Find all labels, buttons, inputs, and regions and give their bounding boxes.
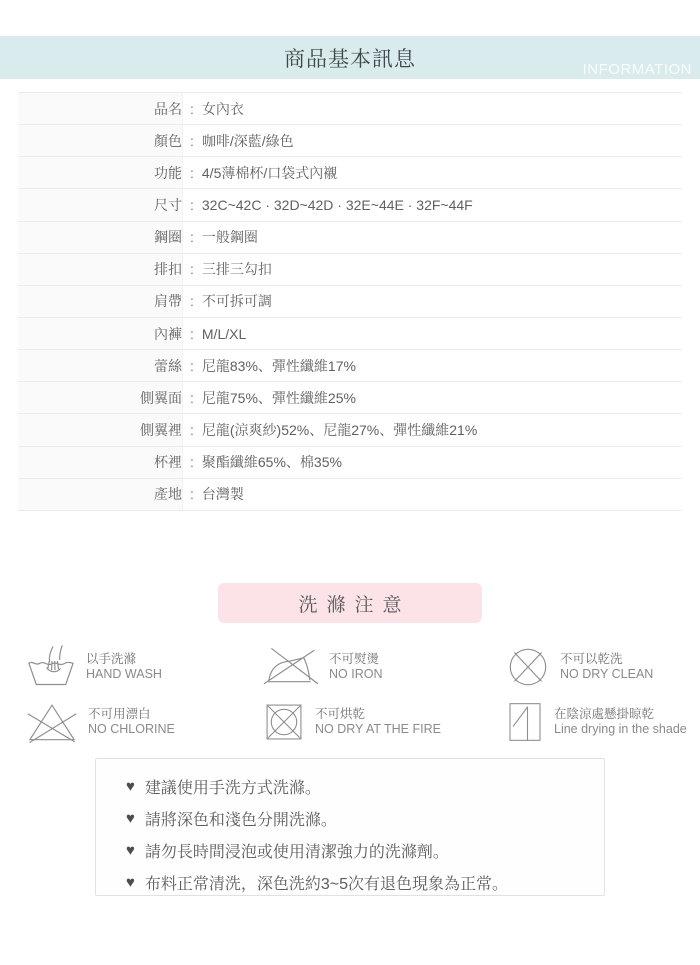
colon-separator: : — [190, 389, 194, 406]
spec-label: 蕾絲 — [18, 350, 183, 381]
note-text: 請勿長時間浸泡或使用清潔強力的洗滌劑。 — [144, 843, 449, 861]
spec-value — [183, 125, 682, 156]
spec-label: 顏色 — [18, 125, 183, 156]
care-item-text — [88, 706, 175, 737]
note-text: 建議使用手洗方式洗滌。 — [144, 779, 321, 797]
spec-value — [183, 157, 682, 188]
note-item — [126, 770, 594, 802]
heart-bullet-icon: ♥ — [126, 777, 135, 795]
care-label-en: HAND WASH — [86, 667, 162, 681]
spec-label: 功能 — [18, 157, 183, 188]
no-chlorine-icon — [25, 699, 79, 745]
spec-table — [18, 92, 682, 511]
colon-separator: : — [190, 357, 194, 374]
table-row — [18, 125, 682, 157]
spec-label: 品名 — [18, 93, 183, 124]
colon-separator: : — [190, 132, 194, 149]
spec-value-text: 女內衣 — [201, 100, 244, 117]
table-row — [18, 447, 682, 479]
care-item-line-dry-shade — [505, 698, 700, 745]
spec-label: 側翼裡 — [18, 414, 183, 445]
care-item-text — [86, 651, 162, 682]
spec-value-text: M/L/XL — [201, 325, 247, 342]
note-text: 請將深色和淺色分開洗滌。 — [144, 811, 337, 829]
heart-bullet-icon: ♥ — [126, 841, 135, 859]
spec-label: 內褲 — [18, 318, 183, 349]
table-row — [18, 382, 682, 414]
spec-value — [183, 382, 682, 413]
spec-value-text: 聚酯纖維65%、棉35% — [201, 454, 342, 471]
colon-separator: : — [190, 164, 194, 181]
spec-value-text: 32C~42C · 32D~42D · 32E~44E · 32F~44F — [201, 196, 473, 213]
care-label-en: NO CHLORINE — [88, 722, 175, 736]
colon-separator: : — [190, 196, 194, 213]
care-item-text — [560, 651, 653, 682]
colon-separator: : — [190, 486, 194, 503]
note-text: 布料正常清洗，深色洗約3~5次有退色現象為正常。 — [144, 875, 509, 893]
note-item — [126, 834, 594, 866]
spec-value-text: 一般鋼圈 — [201, 229, 258, 246]
note-item — [126, 866, 594, 898]
care-label-zh: 不可用漂白 — [88, 707, 151, 721]
no-tumble-dry-icon — [262, 699, 306, 745]
hand-wash-icon — [25, 644, 77, 690]
spec-value-text: 尼龍83%、彈性纖維17% — [201, 357, 356, 374]
spec-value — [183, 447, 682, 478]
spec-label: 杯裡 — [18, 447, 183, 478]
care-item-hand-wash — [25, 643, 262, 690]
spec-value — [183, 479, 682, 510]
wash-section-title: 洗滌注意 — [218, 583, 482, 623]
care-label-en: NO IRON — [329, 667, 383, 681]
spec-value — [183, 318, 682, 349]
heart-bullet-icon: ♥ — [126, 873, 135, 891]
care-item-no-tumble-dry — [262, 698, 505, 745]
spec-label: 肩帶 — [18, 286, 183, 317]
spec-value — [183, 254, 682, 285]
table-row — [18, 222, 682, 254]
table-row — [18, 350, 682, 382]
spec-value — [183, 350, 682, 381]
spec-value — [183, 222, 682, 253]
spec-value-text: 台灣製 — [201, 486, 244, 503]
spec-value — [183, 414, 682, 445]
spec-label: 尺寸 — [18, 189, 183, 220]
table-row — [18, 254, 682, 286]
table-row — [18, 318, 682, 350]
spec-value — [183, 189, 682, 220]
no-dry-clean-icon — [505, 644, 551, 690]
colon-separator: : — [190, 261, 194, 278]
header-band — [0, 36, 700, 79]
colon-separator: : — [190, 421, 194, 438]
care-symbol-grid — [0, 643, 700, 745]
table-row — [18, 157, 682, 189]
spec-label: 產地 — [18, 479, 183, 510]
spec-label: 側翼面 — [18, 382, 183, 413]
colon-separator: : — [190, 325, 194, 342]
spec-label: 鋼圈 — [18, 222, 183, 253]
care-label-zh: 不可以乾洗 — [560, 652, 623, 666]
spec-value — [183, 286, 682, 317]
spec-value-text: 尼龍75%、彈性纖維25% — [201, 389, 356, 406]
spec-value-text: 咖啡/深藍/綠色 — [201, 132, 294, 149]
table-row — [18, 414, 682, 446]
table-row — [18, 189, 682, 221]
line-dry-shade-icon — [505, 699, 545, 745]
no-iron-icon — [262, 645, 320, 689]
care-label-zh: 在陰涼處懸掛晾乾 — [554, 707, 655, 721]
header-watermark: INFORMATION — [582, 61, 692, 78]
care-label-zh: 以手洗滌 — [86, 652, 137, 666]
care-label-en: NO DRY CLEAN — [560, 667, 654, 681]
spec-value — [183, 93, 682, 124]
page-title: 商品基本訊息 — [284, 47, 416, 71]
note-item — [126, 802, 594, 834]
care-item-no-chlorine — [25, 698, 262, 745]
wash-notes-box — [95, 758, 605, 896]
colon-separator: : — [190, 229, 194, 246]
spec-value-text: 不可拆可調 — [201, 293, 272, 310]
care-label-en: NO DRY AT THE FIRE — [315, 722, 441, 736]
spec-value-text: 三排三勾扣 — [201, 261, 272, 278]
care-item-text — [329, 651, 382, 682]
spec-value-text: 4/5薄棉杯/口袋式內襯 — [201, 164, 338, 181]
table-row — [18, 479, 682, 511]
spec-value-text: 尼龍(涼爽紗)52%、尼龍27%、彈性纖維21% — [201, 421, 478, 438]
colon-separator: : — [190, 100, 194, 117]
care-item-no-dry-clean — [505, 643, 700, 690]
care-label-zh: 不可熨燙 — [329, 652, 380, 666]
colon-separator: : — [190, 293, 194, 310]
care-item-text — [554, 706, 687, 737]
colon-separator: : — [190, 454, 194, 471]
spec-label: 排扣 — [18, 254, 183, 285]
care-label-zh: 不可烘乾 — [315, 707, 366, 721]
care-label-en: Line drying in the shade — [554, 722, 687, 736]
table-row — [18, 93, 682, 125]
heart-bullet-icon: ♥ — [126, 809, 135, 827]
care-item-text — [315, 706, 441, 737]
care-item-no-iron — [262, 643, 505, 690]
table-row — [18, 286, 682, 318]
